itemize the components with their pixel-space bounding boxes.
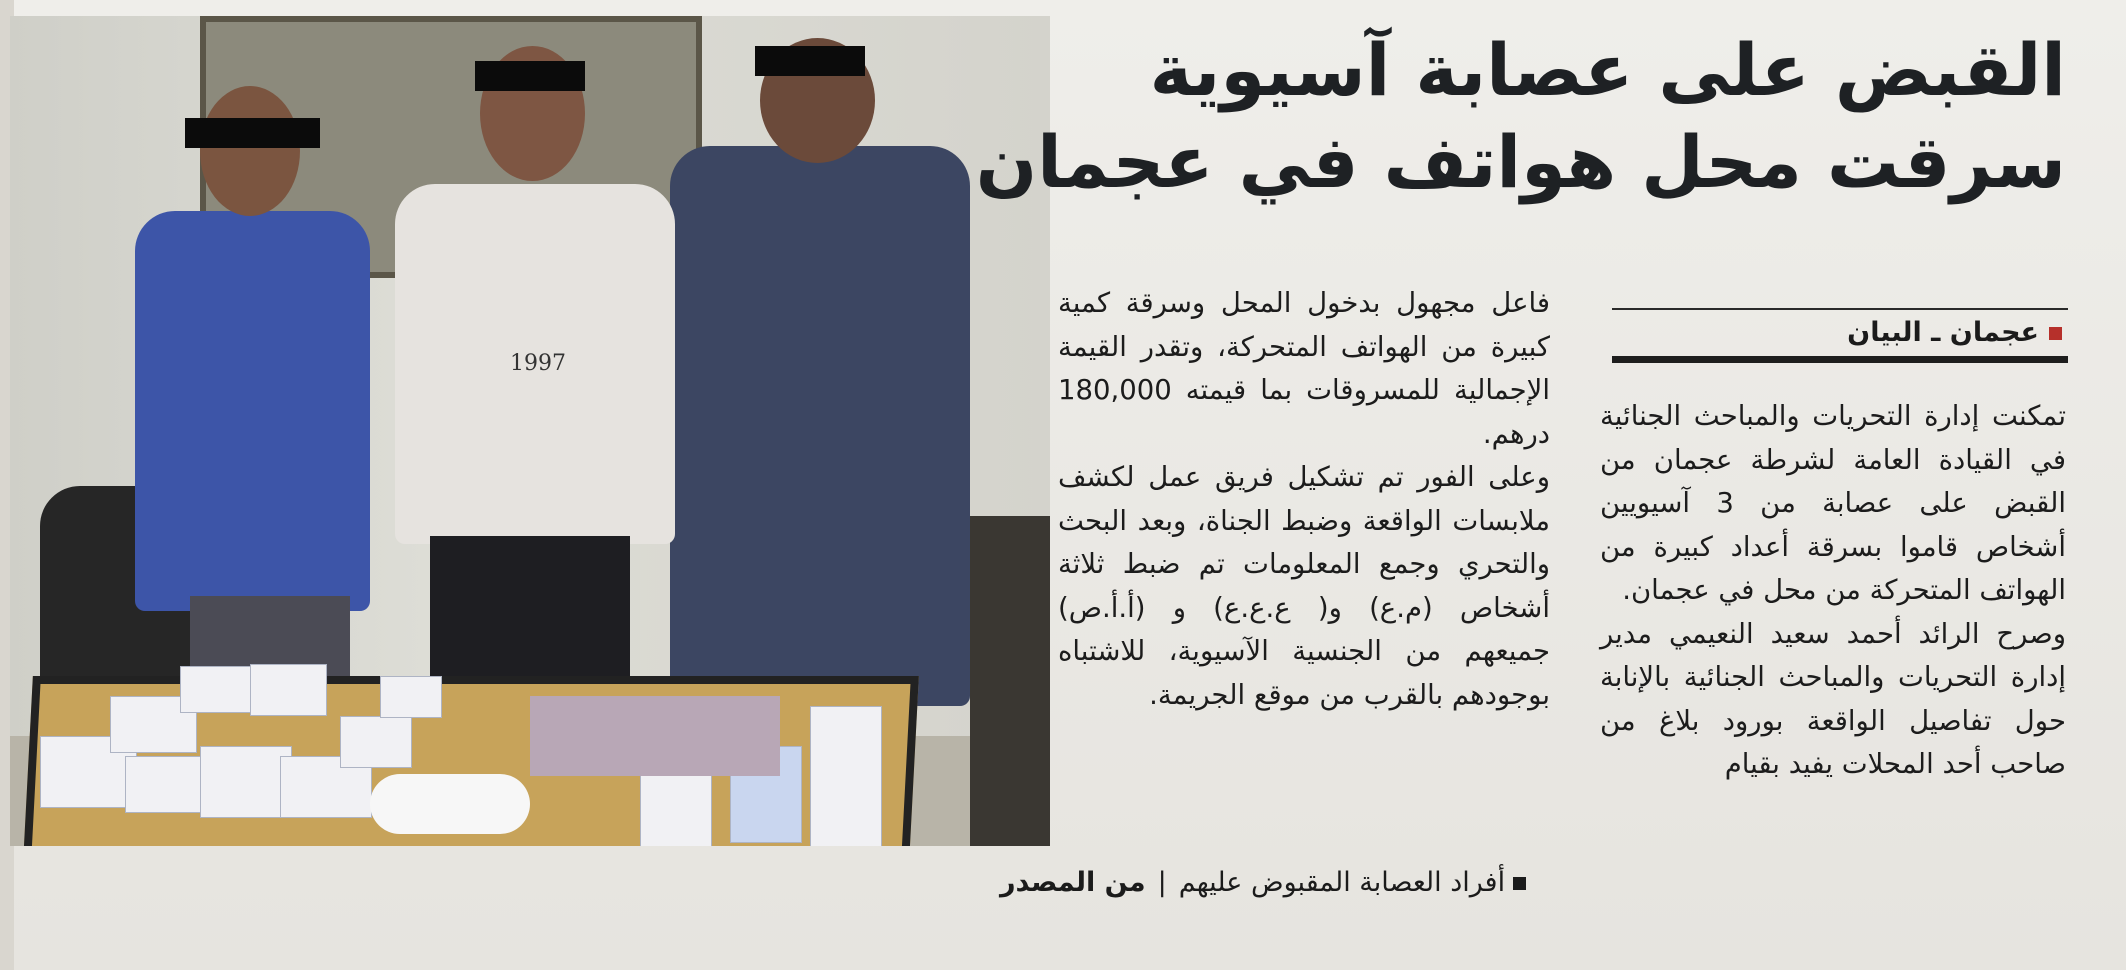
phone-box bbox=[810, 706, 882, 846]
article-column-middle bbox=[1058, 282, 1550, 717]
caption-text: أفراد العصابة المقبوض عليهم bbox=[1178, 867, 1506, 898]
article-paragraph: فاعل مجهول بدخول المحل وسرقة كمية كبيرة من الهواتف المتحركة، وتقدر القيمة الإجمالية للمسروقات بما قيمته 180,000 درهم. bbox=[1058, 287, 1550, 450]
caption-source: من المصدر bbox=[1000, 867, 1146, 898]
news-photo bbox=[10, 16, 1050, 846]
phone-box bbox=[180, 666, 252, 713]
photo-caption bbox=[1000, 868, 1526, 898]
byline-rule-bottom bbox=[1612, 356, 2068, 363]
article-paragraph: وصرح الرائد أحمد سعيد النعيمي مدير إدارة التحريات والمباحث الجنائية بالإنابة حول تفاصيل الواقعة بورود بلاغ من صاحب أحد المحلات يفيد بقيام bbox=[1600, 617, 2066, 780]
article-paragraph: وعلى الفور تم تشكيل فريق عمل لكشف ملابسات الواقعة وضبط الجناة، وبعد البحث والتحري وجمع المعلومات تم ضبط ثلاثة أشخاص (م.ع) و( ع.ع.ع) و (أ.أ.ص) جميعهم من الجنسية الآسيوية، للاشتباه بوجودهم بالقرب من موقع الجريمة. bbox=[1058, 461, 1550, 711]
gloves bbox=[370, 774, 530, 834]
caption-separator: | bbox=[1157, 867, 1167, 898]
byline bbox=[1612, 310, 2068, 356]
seized-cash bbox=[530, 696, 780, 776]
byline-marker-icon bbox=[2049, 327, 2062, 340]
headline-line-2: سرقت محل هواتف في عجمان bbox=[975, 120, 2066, 204]
cabinet bbox=[970, 516, 1050, 846]
caption-marker-icon bbox=[1513, 877, 1526, 890]
byline-block bbox=[1612, 308, 2068, 363]
headline-line-1: القبض على عصابة آسيوية bbox=[1149, 28, 2066, 112]
article-paragraph: تمكنت إدارة التحريات والمباحث الجنائية في القيادة العامة لشرطة عجمان من القبض على عصابة من 3 آسيويين أشخاص قاموا بسرقة أعداد كبيرة من الهواتف المتحركة من محل في عجمان. bbox=[1600, 400, 2066, 606]
byline-text: عجمان ـ البيان bbox=[1847, 317, 2039, 348]
phone-box bbox=[340, 716, 412, 768]
phone-box bbox=[380, 676, 442, 718]
phone-box bbox=[200, 746, 292, 818]
article-column-right bbox=[1600, 395, 2066, 787]
phone-box bbox=[125, 756, 207, 813]
phone-box bbox=[250, 664, 327, 716]
headline bbox=[975, 24, 2066, 208]
shirt-print: 1997 bbox=[510, 351, 566, 376]
